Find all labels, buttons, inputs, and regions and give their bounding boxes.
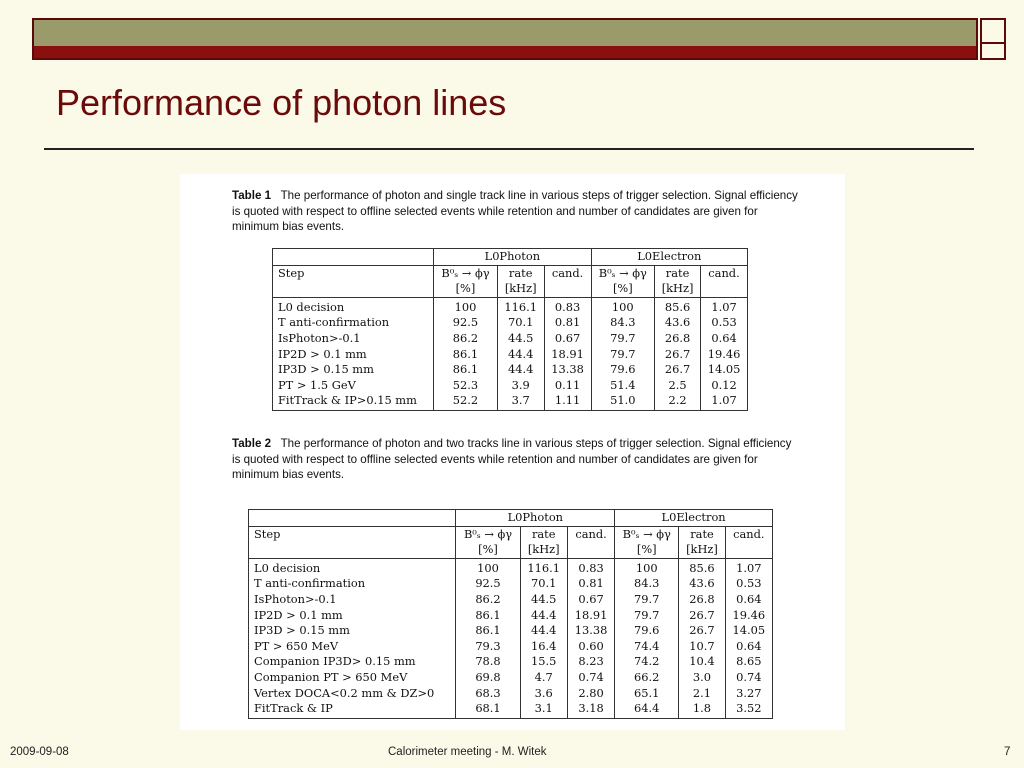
table-value-cell: 86.2 [456,592,520,608]
table-value-cell: 68.1 [456,701,520,718]
table-value-cell: 0.67 [567,592,614,608]
table-value-cell: 19.46 [725,608,772,624]
table-value-cell: 85.6 [655,297,701,315]
table-row [249,639,773,655]
table-value-cell: 51.4 [591,378,655,394]
table-step-cell: Companion PT > 650 MeV [249,670,456,686]
table-value-cell: 0.60 [567,639,614,655]
table-value-cell: 86.2 [434,331,498,347]
table-value-cell: 0.83 [544,297,591,315]
footer-date: 2009-09-08 [10,746,69,758]
table1-caption-text: The performance of photon and single track line in various steps of trigger selection. Signal efficiency is quoted with respect to offline selected events while retention and number of candidates are given for minimum bias events. [232,189,798,233]
table-value-cell: 13.38 [567,623,614,639]
table-value-cell: 79.6 [615,623,679,639]
table-value-cell: 100 [615,558,679,576]
table-value-cell: 0.12 [701,378,748,394]
table-value-cell: 116.1 [520,558,567,576]
table2-caption-text: The performance of photon and two tracks line in various steps of trigger selection. Signal efficiency is quoted with respect to offline selected events while retention and number of candidates are given for minimum bias events. [232,437,792,481]
table-column-header: cand. [544,265,591,281]
table-value-cell: 52.2 [434,393,498,410]
table-value-cell: 3.18 [567,701,614,718]
table-value-cell: 1.11 [544,393,591,410]
table-value-cell: 44.4 [497,347,544,363]
table-group-header-row [249,510,773,527]
table-value-cell: 8.65 [725,654,772,670]
table-value-cell: 0.64 [725,592,772,608]
footer-page-number: 7 [1004,746,1011,758]
table-group-header: L0Photon [456,510,615,527]
table-row [249,576,773,592]
table-step-cell: IsPhoton>-0.1 [273,331,434,347]
table-row [249,670,773,686]
table-column-unit: [%] [456,542,520,558]
table-row [273,393,748,410]
table-column-unit: [%] [591,281,655,297]
table-value-cell: 2.80 [567,686,614,702]
table-value-cell: 68.3 [456,686,520,702]
table-step-cell: IP2D > 0.1 mm [273,347,434,363]
table-value-cell: 26.7 [679,623,725,639]
table-value-cell: 26.8 [679,592,725,608]
table-value-cell: 43.6 [679,576,725,592]
table-step-cell: PT > 1.5 GeV [273,378,434,394]
table-value-cell: 86.1 [456,608,520,624]
table1-caption-label: Table 1 [232,189,272,202]
table-value-cell: 92.5 [456,576,520,592]
table-row [249,623,773,639]
table-value-cell: 26.7 [655,362,701,378]
table-column-unit: [%] [434,281,498,297]
table-column-unit [701,281,748,297]
header-decor-bar [32,18,978,46]
table-value-cell: 44.5 [497,331,544,347]
title-divider [44,148,974,150]
table-value-cell: 26.8 [655,331,701,347]
table-column-header: B⁰ₛ → ϕγ [456,526,520,542]
table-value-cell: 65.1 [615,686,679,702]
table-step-header-blank [273,281,434,297]
table-value-cell: 84.3 [591,315,655,331]
table-column-header: rate [679,526,725,542]
table-step-cell: IP3D > 0.15 mm [249,623,456,639]
table-corner-cell [273,249,434,266]
table-row [273,378,748,394]
table-value-cell: 18.91 [544,347,591,363]
table-value-cell: 86.1 [456,623,520,639]
table-value-cell: 44.5 [520,592,567,608]
table-value-cell: 44.4 [520,608,567,624]
table1-caption [232,188,802,235]
table-row [249,686,773,702]
table-column-unit-row [249,542,773,558]
table-column-unit [567,542,614,558]
table-value-cell: 1.07 [701,297,748,315]
table-value-cell: 64.4 [615,701,679,718]
table-row [249,592,773,608]
table-row [273,331,748,347]
table-value-cell: 79.7 [615,608,679,624]
table-value-cell: 3.27 [725,686,772,702]
table-value-cell: 3.6 [520,686,567,702]
table-value-cell: 1.8 [679,701,725,718]
table-value-cell: 79.7 [615,592,679,608]
table-column-header-row [249,526,773,542]
table-group-header: L0Electron [591,249,747,266]
header-decor-bar-red [32,46,978,60]
table-column-header: rate [655,265,701,281]
table-column-header: B⁰ₛ → ϕγ [615,526,679,542]
table-step-header-blank [249,542,456,558]
table-value-cell: 0.64 [725,639,772,655]
table-step-cell: FitTrack & IP [249,701,456,718]
table-value-cell: 14.05 [701,362,748,378]
table-column-unit [544,281,591,297]
table-value-cell: 0.11 [544,378,591,394]
table-group-header: L0Electron [615,510,773,527]
table-column-unit: [kHz] [679,542,725,558]
table-row [273,297,748,315]
table-column-unit [725,542,772,558]
table-row [249,654,773,670]
table-group-header: L0Photon [434,249,591,266]
table-value-cell: 0.74 [725,670,772,686]
table2-caption-label: Table 2 [232,437,272,450]
table-step-cell: T anti-confirmation [273,315,434,331]
table-value-cell: 66.2 [615,670,679,686]
table-value-cell: 0.64 [701,331,748,347]
table-value-cell: 3.7 [497,393,544,410]
table-value-cell: 0.53 [701,315,748,331]
table-step-cell: FitTrack & IP>0.15 mm [273,393,434,410]
table-column-unit-row [273,281,748,297]
table2-caption [232,436,802,483]
table-step-cell: T anti-confirmation [249,576,456,592]
table-value-cell: 1.07 [701,393,748,410]
table-step-cell: PT > 650 MeV [249,639,456,655]
table-value-cell: 10.7 [679,639,725,655]
table-value-cell: 0.74 [567,670,614,686]
table-step-header: Step [273,265,434,281]
table-column-header-row [273,265,748,281]
table-value-cell: 43.6 [655,315,701,331]
table-value-cell: 26.7 [679,608,725,624]
table-column-unit: [%] [615,542,679,558]
table-column-header: cand. [725,526,772,542]
table-value-cell: 44.4 [520,623,567,639]
table-value-cell: 8.23 [567,654,614,670]
table-column-header: B⁰ₛ → ϕγ [591,265,655,281]
table-value-cell: 85.6 [679,558,725,576]
table-value-cell: 52.3 [434,378,498,394]
table-value-cell: 14.05 [725,623,772,639]
table-value-cell: 86.1 [434,347,498,363]
table-value-cell: 2.5 [655,378,701,394]
table-row [249,608,773,624]
table-value-cell: 15.5 [520,654,567,670]
table-value-cell: 79.7 [591,331,655,347]
table-value-cell: 70.1 [520,576,567,592]
table-step-cell: IP3D > 0.15 mm [273,362,434,378]
table-column-header: rate [497,265,544,281]
table-value-cell: 79.6 [591,362,655,378]
table-value-cell: 79.7 [591,347,655,363]
table-value-cell: 86.1 [434,362,498,378]
table-column-header: rate [520,526,567,542]
table-value-cell: 74.4 [615,639,679,655]
table-value-cell: 3.52 [725,701,772,718]
table-step-cell: IsPhoton>-0.1 [249,592,456,608]
table-value-cell: 70.1 [497,315,544,331]
table-value-cell: 16.4 [520,639,567,655]
table-row [249,558,773,576]
footer-center-text: Calorimeter meeting - M. Witek [388,746,547,758]
table-row [273,347,748,363]
header-decor-box-lower [980,44,1006,60]
table-value-cell: 2.2 [655,393,701,410]
table-value-cell: 3.1 [520,701,567,718]
table-value-cell: 100 [591,297,655,315]
table-corner-cell [249,510,456,527]
table-value-cell: 3.0 [679,670,725,686]
table-value-cell: 0.81 [567,576,614,592]
slide-title: Performance of photon lines [56,82,507,123]
table1 [272,248,748,411]
table-value-cell: 10.4 [679,654,725,670]
table-value-cell: 0.83 [567,558,614,576]
table-value-cell: 74.2 [615,654,679,670]
table2 [248,509,773,719]
table-value-cell: 79.3 [456,639,520,655]
table-row [249,701,773,718]
table-step-header: Step [249,526,456,542]
table-step-cell: L0 decision [273,297,434,315]
table-value-cell: 69.8 [456,670,520,686]
header-decor-box [980,18,1006,44]
table-step-cell: L0 decision [249,558,456,576]
table-step-cell: Vertex DOCA<0.2 mm & DZ>0 [249,686,456,702]
table-row [273,315,748,331]
table-value-cell: 100 [456,558,520,576]
table-value-cell: 51.0 [591,393,655,410]
table-column-header: cand. [701,265,748,281]
table-row [273,362,748,378]
table-step-cell: Companion IP3D> 0.15 mm [249,654,456,670]
table-column-header: cand. [567,526,614,542]
table-column-unit: [kHz] [655,281,701,297]
table-value-cell: 19.46 [701,347,748,363]
table-value-cell: 4.7 [520,670,567,686]
table-value-cell: 78.8 [456,654,520,670]
table-column-unit: [kHz] [520,542,567,558]
table-value-cell: 18.91 [567,608,614,624]
table-value-cell: 13.38 [544,362,591,378]
table-value-cell: 0.81 [544,315,591,331]
table-column-unit: [kHz] [497,281,544,297]
table-value-cell: 0.53 [725,576,772,592]
table-value-cell: 84.3 [615,576,679,592]
table-value-cell: 3.9 [497,378,544,394]
table-group-header-row [273,249,748,266]
table-value-cell: 0.67 [544,331,591,347]
table-value-cell: 1.07 [725,558,772,576]
table-value-cell: 26.7 [655,347,701,363]
table-value-cell: 2.1 [679,686,725,702]
table-value-cell: 92.5 [434,315,498,331]
table-column-header: B⁰ₛ → ϕγ [434,265,498,281]
table-value-cell: 44.4 [497,362,544,378]
table-value-cell: 116.1 [497,297,544,315]
table-step-cell: IP2D > 0.1 mm [249,608,456,624]
table-value-cell: 100 [434,297,498,315]
